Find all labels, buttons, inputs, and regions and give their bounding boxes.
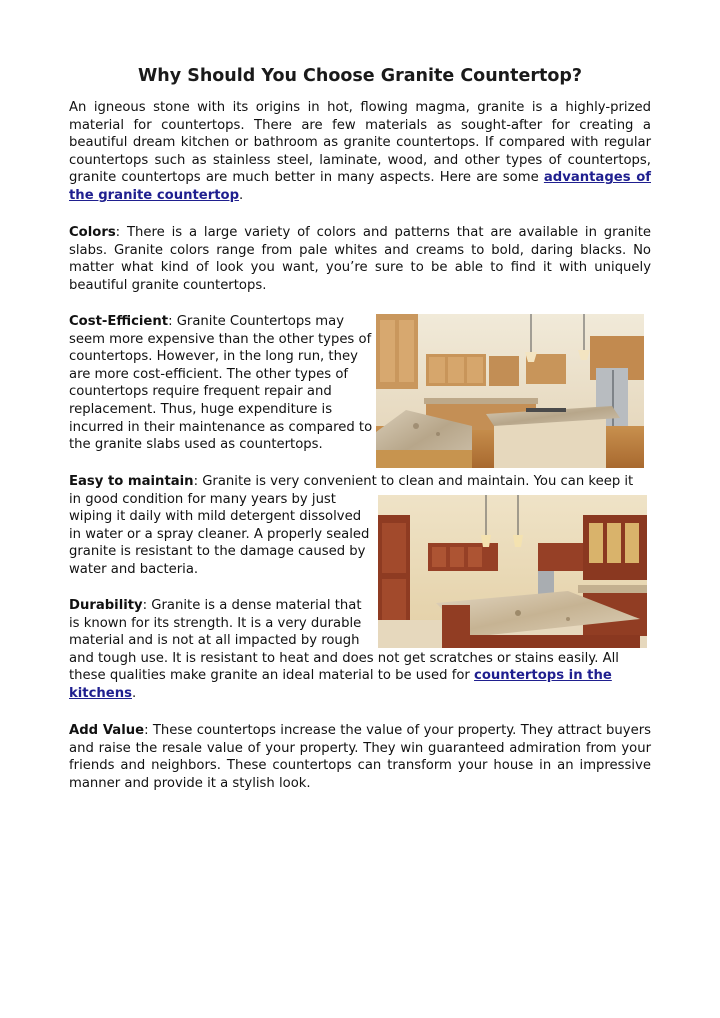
durability-line: material and is not at all impacted by rough <box>69 633 360 649</box>
cost-line: countertops. However, in the long run, they <box>69 349 358 365</box>
maintain-line: : Granite is very convenient to clean and maintain. You can keep it <box>193 474 634 489</box>
durability-line: : Granite is a dense material that <box>142 598 362 613</box>
cost-line: : Granite Countertops may <box>168 314 345 329</box>
maintain-line: water and bacteria. <box>69 561 199 577</box>
durability-line: is known for its strength. It is a very durable <box>69 615 362 631</box>
durability-line: and tough use. It is resistant to heat and does not get scratches or stains easily. All <box>69 650 619 666</box>
add-value-paragraph <box>69 722 651 792</box>
cost-line: replacement. Thus, huge expenditure is <box>69 401 333 417</box>
cost-line: seem more expensive than the other types of <box>69 331 372 347</box>
countertops-link[interactable]: countertops in the <box>474 668 612 684</box>
colors-text: : There is a large variety of colors and patterns that are available in granite slabs. Granite colors range from pale whites and creams to bold, daring blacks. No matter what kind of look you want, you’re sure to be able to find it with uniquely beautiful granite countertops. <box>69 225 651 293</box>
cost-line: are more cost-efficient. The other types of <box>69 366 349 382</box>
advantages-link[interactable]: advantages of the granite countertop <box>69 170 651 203</box>
maintain-line: in good condition for many years by just <box>69 491 336 507</box>
add-value-text: : These countertops increase the value of your property. They attract buyers and raise the resale value of your property. They win guaranteed admiration from your friends and neighbors. These countertops can transform your house in an impressive manner and provide it a stylish look. <box>69 723 652 791</box>
durability-after: . <box>131 685 137 701</box>
add-value-heading: Add Value <box>69 723 145 738</box>
intro-paragraph <box>69 99 651 205</box>
maintain-line: granite is resistant to the damage caused by <box>69 544 366 560</box>
cost-line: countertops require frequent repair and <box>69 384 332 400</box>
maintain-line: wiping it daily with mild detergent dissolved <box>69 509 362 525</box>
page-title: Why Should You Choose Granite Countertop? <box>137 66 583 86</box>
maintain-line: in water or a spray cleaner. A properly sealed <box>69 526 370 542</box>
intro-text: An igneous stone with its origins in hot, flowing magma, granite is a highly-prized material for countertops. There are few materials as sought-after for creating a beautiful dream kitchen or bathroom as granite countertops. If compared with regular countertops such as stainless steel, laminate, wood, and other types of countertops, granite countertops are much better in many aspects. Here are some <box>69 100 651 186</box>
durability-paragraph <box>69 597 651 703</box>
cost-paragraph <box>69 313 379 454</box>
kitchens-link[interactable]: kitchens <box>69 685 132 701</box>
cost-line: the granite slabs used as countertops. <box>69 437 323 453</box>
maintain-heading: Easy to maintain <box>69 474 194 489</box>
kitchen-photo-maple <box>376 314 644 468</box>
colors-heading: Colors <box>69 225 116 240</box>
colors-paragraph <box>69 224 651 294</box>
durability-heading: Durability <box>69 598 143 613</box>
cost-line: incurred in their maintenance as compared to <box>69 419 373 435</box>
cost-heading: Cost-Efficient <box>69 314 169 329</box>
durability-line: these qualities make granite an ideal material to be used for <box>69 668 475 684</box>
intro-after: . <box>239 187 244 203</box>
